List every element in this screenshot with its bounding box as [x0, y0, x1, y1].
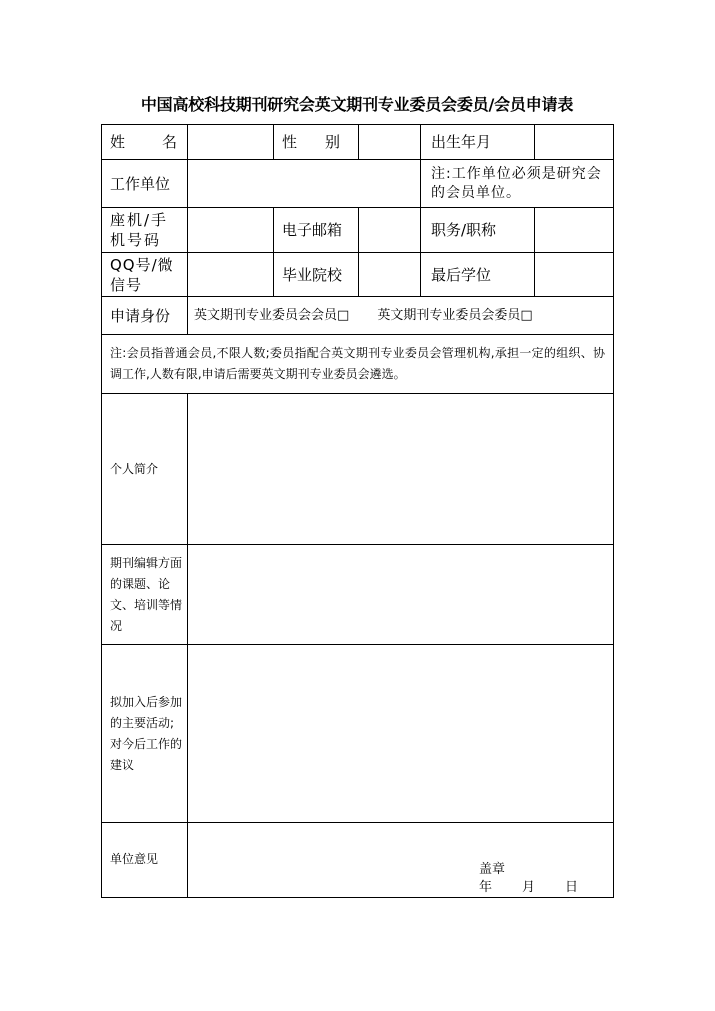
plans-label: 拟加入后参加的主要活动;对今后工作的建议 — [110, 694, 183, 772]
identity-options — [188, 297, 613, 334]
unit-opinion-label: 单位意见 — [110, 852, 159, 866]
date-year: 年 — [479, 880, 493, 895]
profile-field[interactable] — [188, 394, 613, 544]
phone-field[interactable] — [188, 208, 273, 252]
date-day: 日 — [565, 880, 579, 895]
qq-field[interactable] — [188, 253, 273, 296]
phone-label: 座机/手机号码 — [110, 211, 169, 249]
name-field[interactable] — [188, 125, 273, 159]
profile-label: 个人简介 — [110, 461, 159, 476]
work-unit-note: 注:工作单位必须是研究会的会员单位。 — [431, 165, 602, 201]
work-unit-field[interactable] — [188, 160, 420, 207]
qq-label: QQ号/微信号 — [110, 255, 174, 294]
application-form — [101, 124, 614, 898]
committee-checkbox[interactable]: □ — [520, 307, 533, 323]
school-label: 毕业院校 — [282, 265, 343, 284]
work-unit-label: 工作单位 — [110, 174, 171, 193]
identity-note: 注:会员指普通会员,不限人数;委员指配合英文期刊专业委员会管理机构,承担一定的组织、协调工作,人数有限,申请后需要英文期刊专业委员会遴选。 — [110, 346, 605, 381]
member-checkbox[interactable]: □ — [337, 307, 350, 323]
page-title: 中国高校科技期刊研究会英文期刊专业委员会委员/会员申请表 — [140, 95, 574, 114]
plans-field[interactable] — [188, 645, 613, 822]
identity-option-committee[interactable]: 英文期刊专业委员会委员 □ — [377, 306, 532, 326]
gender-label: 性 别 — [282, 133, 341, 151]
identity-label: 申请身份 — [110, 306, 171, 325]
birth-label: 出生年月 — [431, 133, 492, 151]
email-label: 电子邮箱 — [282, 221, 343, 239]
email-field[interactable] — [359, 208, 420, 252]
identity-option-member[interactable]: 英文期刊专业委员会会员 □ — [194, 306, 349, 326]
position-label: 职务/职称 — [431, 221, 497, 239]
name-label: 姓 名 — [110, 133, 177, 151]
gender-field[interactable] — [359, 125, 420, 159]
date-line — [479, 879, 578, 897]
birth-field[interactable] — [535, 125, 613, 159]
editing-label: 期刊编辑方面的课题、论文、培训等情况 — [110, 555, 183, 633]
position-field[interactable] — [535, 208, 613, 252]
editing-field[interactable] — [188, 545, 613, 644]
date-month: 月 — [522, 880, 536, 895]
seal-label: 盖章 — [479, 862, 506, 877]
degree-field[interactable] — [535, 253, 613, 296]
degree-label: 最后学位 — [431, 265, 492, 284]
school-field[interactable] — [359, 253, 420, 296]
